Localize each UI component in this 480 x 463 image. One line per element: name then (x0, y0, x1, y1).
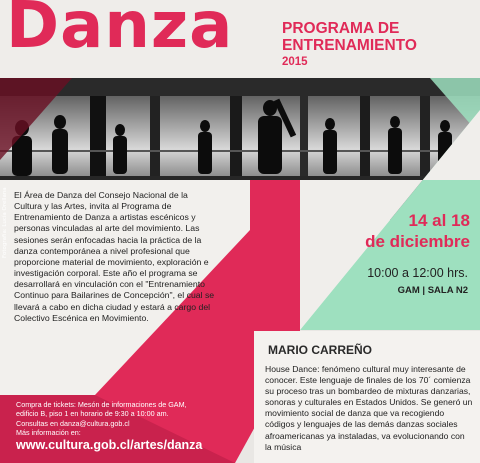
program-line-1: PROGRAMA DE (282, 20, 400, 37)
event-hours: 10:00 a 12:00 hrs. (367, 266, 468, 280)
ticket-line-1: Compra de tickets: Mesón de informaciones de GAM, (16, 400, 187, 409)
ticket-line-3[interactable]: Consultas en danza@cultura.gob.cl (16, 418, 130, 428)
ticket-line-4: Más información en: (16, 427, 81, 437)
photo-credit-text: Fotografía: Lucía Orellana (2, 187, 8, 258)
teacher-name: MARIO CARREÑO (268, 343, 372, 357)
dates-line-2: de diciembre (365, 232, 470, 251)
teacher-description: House Dance: fenómeno cultural muy interesante de conocer. Este lenguaje de finales de los 70´ comienza su proceso tras un bombardeo de mixturas danzarias, sonoras y culturales en Estados Unidos. Se generó un movimiento social de danza que va recogiendo códigos y lenguajes de las demás danzas sociales afroamericanas ya instaladas, va evolucionando con la música (265, 364, 473, 452)
info-link[interactable]: www.cultura.gob.cl/artes/danza (16, 438, 203, 452)
program-year: 2015 (282, 56, 308, 68)
dates-line-1: 14 al 18 (408, 211, 470, 230)
photo-credit (2, 188, 10, 258)
ticket-line-2: edificio B, piso 1 en horario de 9:30 a 10:00 am. (16, 409, 169, 419)
page-title: Danza (6, 0, 234, 63)
program-line-2: ENTRENAMIENTO (282, 37, 417, 54)
event-dates (300, 210, 470, 252)
event-venue: GAM | SALA N2 (397, 285, 468, 296)
program-heading (282, 20, 417, 71)
ticket-info (16, 400, 226, 437)
intro-text: El Área de Danza del Consejo Nacional de la Cultura y las Artes, invita al Programa de Entrenamiento de Danza a artistas escénicos y personas vinculadas al arte del movimiento. Las sesiones serán enfocadas hacia la práctica de la danza contemporánea a nivel profesional que proporcione material de movimiento, exploración e investigación corporal. Este año el programa se desarrollará en vinculación con el "Entrenamiento Continuo para Bailarines de Concepción", el cual se llevará a cabo en dicha ciudad y estará a cargo del Colectivo Escénica en Movimiento. (14, 190, 215, 323)
